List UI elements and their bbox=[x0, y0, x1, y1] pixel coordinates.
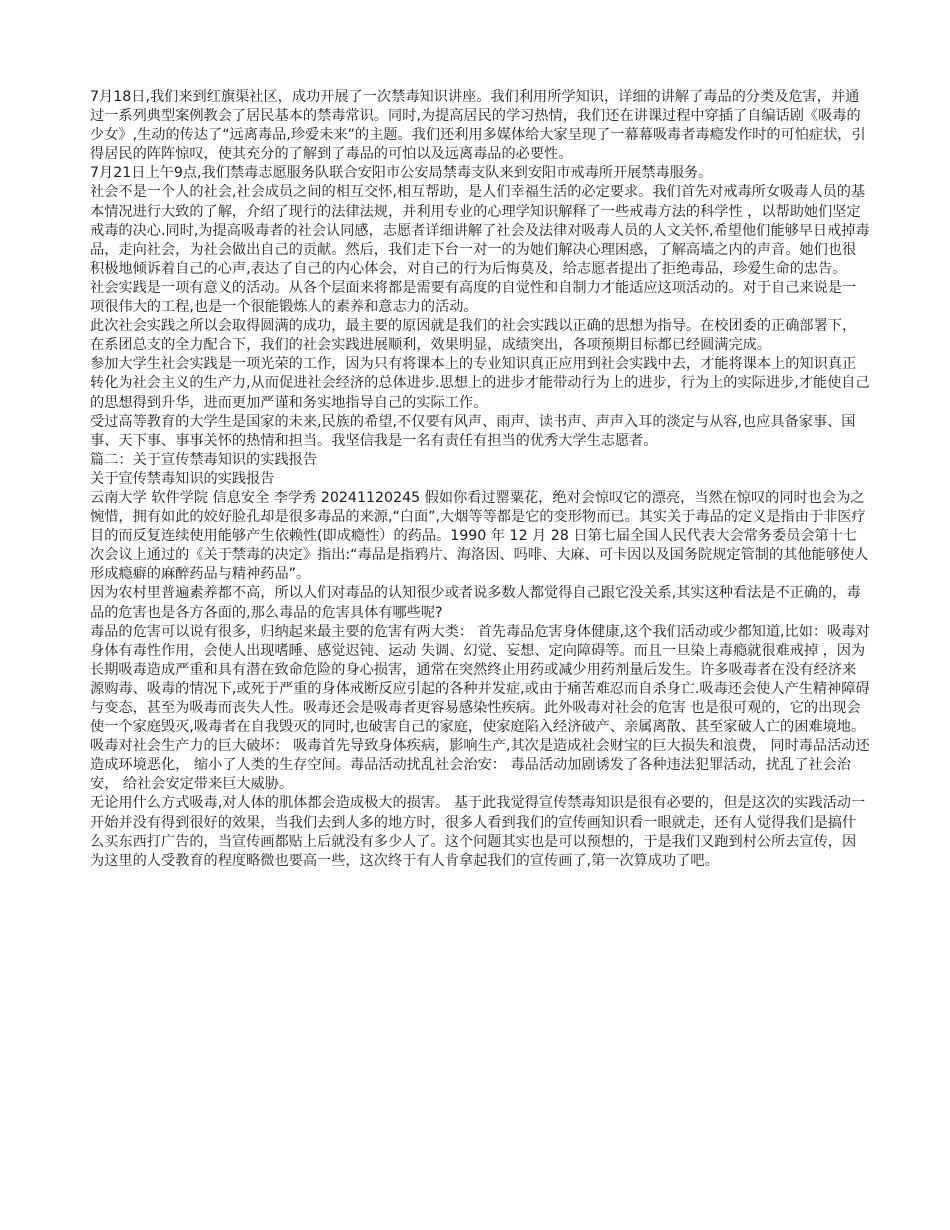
paragraph-detox-center-visit: 7月21日上午9点,我们禁毒志愿服务队联合安阳市公安局禁毒支队来到安阳市戒毒所开展禁毒服务。 bbox=[90, 165, 713, 182]
document-body bbox=[90, 88, 870, 871]
paragraph-success-reason: 此次社会实践之所以会取得圆满的成功，最主要的原因就是我们的社会实践以正确的思想为指导。在校团委的正确部署下，在系团总支的全力配合下，我们的社会实践进展顺利，效果明显，成绩突出，各项预期目标都已经圆满完成。 bbox=[90, 318, 857, 354]
paragraph-society-care: 社会不是一个人的社会,社会成员之间的相互交怀,相互帮助，是人们幸福生活的必定要求。我们首先对戒毒所女吸毒人员的基本情况进行大致的了解，介绍了现行的法律法规，并利用专业的心理学知识解释了一些戒毒方法的科学性 ，以帮助她们坚定戒毒的决心.同时,为提高吸毒者的社会认同感，志愿者详细讲解了社会及法律对吸毒人员的人文关怀,希望他们能够早日戒掉毒品，走向社会，为社会做出自己的贡献。然后，我们走下台一对一的为她们解决心理困惑，了解高墙之内的声音。她们也很积极地倾诉着自己的心声,表达了自己的内心体会，对自己的行为后悔莫及，给志愿者提出了拒绝毒品，珍爱生命的忠告。 bbox=[90, 184, 870, 277]
report-title: 关于宣传禁毒知识的实践报告 bbox=[90, 470, 275, 487]
paragraph-community-lecture: 7月18日,我们来到红旗渠社区，成功开展了一次禁毒知识讲座。我们利用所学知识，详细的讲解了毒品的分类及危害，并通过一系列典型案例教会了居民基本的禁毒常识。同时,为提高居民的学习热情，我们还在讲课过程中穿插了自编话剧《吸毒的少女》,生动的传达了“远离毒品,珍爱未来”的主题。我们还利用多媒体给大家呈现了一幕幕吸毒者毒瘾发作时的可怕症状，引得居民的阵阵惊叹，使其充分的了解到了毒品的可怕以及远离毒品的必要性。 bbox=[90, 89, 866, 163]
paragraph-students-future: 受过高等教育的大学生是国家的未来,民族的希望,不仅要有风声、雨声、读书声、声声入耳的淡定与从容,也应具备家事、国事、天下事、事事关怀的热情和担当。我坚信我是一名有责任有担当的优秀大学生志愿者。 bbox=[90, 413, 856, 449]
paragraph-drug-definition: 云南大学 软件学院 信息安全 李学秀 20241120245 假如你看过罂粟花，绝对会惊叹它的漂亮，当然在惊叹的同时也会为之惋惜，拥有如此的姣好脸孔却是很多毒品的来源,“白面”,大烟等等都是它的变形物而已。其实关于毒品的定义是指由于非医疗目的而反复连续使用能够产生依赖性(即成瘾性）的药品。1990 年 12 月 28 日第七届全国人民代表大会常务委员会第十七次会议上通过的《关于禁毒的决定》指出:“毒品是指鸦片、海洛因、吗啡、大麻、可卡因以及国务院规定管制的其他能够使人形成瘾癖的麻醉药品与精神药品”。 bbox=[90, 489, 869, 583]
paragraph-campaign-outcome: 无论用什么方式吸毒,对人体的肌体都会造成极大的损害。 基于此我觉得宣传禁毒知识是很有必要的，但是这次的实践活动一开始并没有得到很好的效果，当我们去到人多的地方时，很多人看到我们的宣传画知识看一眼就走，还有人觉得我们是搞什么买东西打广告的，当宣传画都贴上后就没有多少人了。这个问题其实也是可以预想的，于是我们又跑到村公所去宣传，因为这里的人受教育的程度略微也要高一些，这次终于有人肯拿起我们的宣传画了,第一次算成功了吧。 bbox=[90, 795, 866, 869]
paragraph-practice-meaning: 社会实践是一项有意义的活动。从各个层面来将都是需要有高度的自觉性和自制力才能适应这项活动的。对于自己来说是一项很伟大的工程,也是一个很能锻炼人的素养和意志力的活动。 bbox=[90, 279, 857, 316]
paragraph-rural-awareness: 因为农村里普遍素养都不高，所以人们对毒品的认知很少或者说多数人都觉得自己跟它没关系,其实这种看法是不正确的，毒品的危害也是各方各面的,那么毒品的危害具体有哪些呢? bbox=[90, 585, 861, 621]
paragraph-glorious-work: 参加大学生社会实践是一项光荣的工作，因为只有将课本上的专业知识真正应用到社会实践中去，才能将课本上的知识真正转化为社会主义的生产力,从而促进社会经济的总体进步.思想上的进步才能带动行为上的进步，行为上的实际进步,才能使自己的思想得到升华，进而更加严谨和务实地指导自己的实际工作。 bbox=[90, 356, 870, 411]
paragraph-drug-harms: 毒品的危害可以说有很多，归纳起来最主要的危害有两大类： 首先毒品危害身体健康,这个我们活动或少都知道,比如：吸毒对身体有毒性作用，会使人出现嗜睡、感觉迟钝、运动 失调、幻觉、妄想、定向障碍等。而且一旦染上毒瘾就很难戒掉 ，因为长期吸毒造成严重和具有潜在致命危险的身心损害，通常在突然终止用药或减少用药剂量后发生。许多吸毒者在没有经济来源购毒、吸毒的情况下,或死于严重的身体戒断反应引起的各种并发症,或由于痛苦难忍而自杀身亡.吸毒还会使人产生精神障碍与变态，甚至为吸毒而丧失人性。吸毒还会是吸毒者更容易感染性疾病。此外吸毒对社会的危害 也是很可观的，它的出现会使一个家庭毁灭,吸毒者在自我毁灭的同时,也破害自己的家庭，使家庭陷入经济破产、亲属离散、甚至家破人亡的困难境地。吸毒对社会生产力的巨大破坏： 吸毒首先导致身体疾病，影响生产,其次是造成社会财宝的巨大损失和浪费， 同时毒品活动还造成环境恶化， 缩小了人类的生存空间。毒品活动扰乱社会治安： 毒品活动加剧诱发了各种违法犯罪活动，扰乱了社会治安， 给社会安定带来巨大威胁。 bbox=[90, 623, 870, 793]
section-heading-part-two: 篇二：关于宣传禁毒知识的实践报告 bbox=[90, 451, 318, 468]
